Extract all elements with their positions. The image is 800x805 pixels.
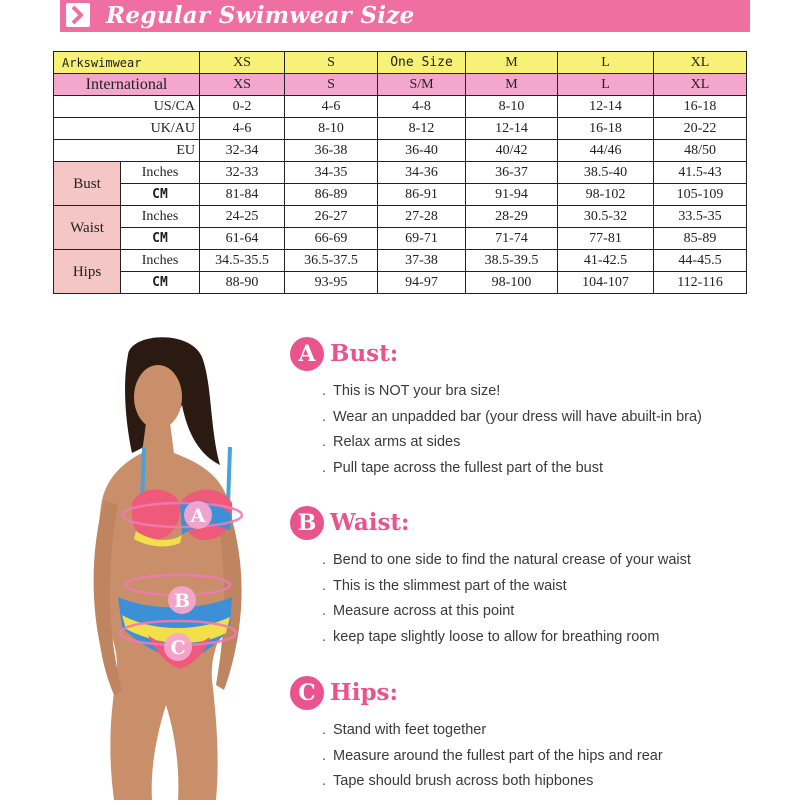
table-cell: 71-74 [466,228,558,250]
section-badge: A [290,337,324,371]
list-item: . Measure around the fullest part of the hips and rear [322,747,663,764]
instruction-list [322,718,750,795]
table-cell: 44-45.5 [654,250,747,272]
table-cell: 93-95 [285,272,378,294]
list-item: . keep tape slightly loose to allow for breathing room [322,628,660,645]
table-cell: 26-27 [285,206,378,228]
section-title: Bust: [330,340,399,367]
table-cell: 81-84 [200,184,285,206]
table-cell: 69-71 [378,228,466,250]
section-title: Hips: [330,679,398,706]
table-row [54,96,747,118]
list-item: . Relax arms at sides [322,434,461,450]
list-item: . Bend to one side to find the natural crease of your waist [322,552,691,568]
table-row [54,206,747,228]
table-cell: 30.5-32 [558,206,654,228]
table-cell: 34-35 [285,162,378,184]
title-banner [60,0,750,32]
table-cell: 16-18 [654,96,747,118]
table-row [54,118,747,140]
table-cell: 36-40 [378,140,466,162]
table-cell: 66-69 [285,228,378,250]
table-cell: 4-6 [200,118,285,140]
table-row [54,228,747,250]
unit-label: Inches [121,162,200,184]
bust-section [290,337,750,481]
table-cell: 32-33 [200,162,285,184]
table-cell: 98-102 [558,184,654,206]
table-cell: XL [654,74,747,96]
table-cell: 91-94 [466,184,558,206]
list-item: . Pull tape across the fullest part of the bust [322,459,604,476]
table-cell: 105-109 [654,184,747,206]
table-cell: 32-34 [200,140,285,162]
table-cell: 36.5-37.5 [285,250,378,272]
table-cell: 33.5-35 [654,206,747,228]
table-cell: 88-90 [200,272,285,294]
table-row [54,74,747,96]
row-label: US/CA [54,96,200,118]
marker-b [168,586,196,614]
table-cell: 38.5-39.5 [466,250,558,272]
chevron-right-icon [66,3,90,27]
size-chart-table [53,51,747,294]
table-cell: S/M [378,74,466,96]
list-item: . This is NOT your bra size! [322,383,501,399]
list-item: . Measure across at this point [322,603,515,619]
brand-cell: Arkswimwear [54,52,200,74]
list-item: . Wear an unpadded bar (your dress will have abuilt-in bra) [322,408,702,425]
table-cell: 28-29 [466,206,558,228]
table-cell: 12-14 [558,96,654,118]
list-item: . Tape should brush across both hipbones [322,773,594,789]
table-cell: 24-25 [200,206,285,228]
group-label-bust: Bust [54,162,121,206]
instruction-list [322,548,750,650]
table-cell: 0-2 [200,96,285,118]
table-cell: M [466,74,558,96]
unit-label: CM [121,184,200,206]
table-cell: 4-8 [378,96,466,118]
table-cell: 34.5-35.5 [200,250,285,272]
table-cell: 36-38 [285,140,378,162]
table-cell: 112-116 [654,272,747,294]
marker-c [164,633,192,661]
section-title: Waist: [330,509,410,536]
table-cell: 8-10 [466,96,558,118]
table-cell: 41-42.5 [558,250,654,272]
section-badge: B [290,506,324,540]
svg-text:A: A [190,505,206,527]
table-cell: 8-10 [285,118,378,140]
table-cell: 98-100 [466,272,558,294]
table-cell: 8-12 [378,118,466,140]
table-cell: 77-81 [558,228,654,250]
section-header [290,506,750,542]
table-cell: 41.5-43 [654,162,747,184]
table-cell: 36-37 [466,162,558,184]
unit-label: Inches [121,250,200,272]
hips-section [290,676,750,795]
group-label-waist: Waist [54,206,121,250]
table-cell: S [285,74,378,96]
table-cell: XS [200,74,285,96]
table-cell: 94-97 [378,272,466,294]
header-cell: XL [654,52,747,74]
table-row [54,140,747,162]
table-cell: 20-22 [654,118,747,140]
table-cell: 40/42 [466,140,558,162]
header-cell: One Size [378,52,466,74]
table-cell: 86-91 [378,184,466,206]
svg-text:C: C [170,637,186,659]
table-row [54,272,747,294]
table-row [54,162,747,184]
header-cell: S [285,52,378,74]
marker-a [184,501,212,529]
section-header [290,337,750,373]
header-cell: M [466,52,558,74]
table-cell: 85-89 [654,228,747,250]
instruction-list [322,379,750,481]
unit-label: CM [121,272,200,294]
table-cell: 4-6 [285,96,378,118]
section-badge: C [290,676,324,710]
table-row [54,250,747,272]
unit-label: Inches [121,206,200,228]
row-label: EU [54,140,200,162]
table-cell: 34-36 [378,162,466,184]
table-cell: 61-64 [200,228,285,250]
header-cell: XS [200,52,285,74]
table-row [54,184,747,206]
list-item: . This is the slimmest part of the waist [322,577,567,594]
waist-section [290,506,750,650]
table-cell: 44/46 [558,140,654,162]
table-cell: 12-14 [466,118,558,140]
table-cell: 86-89 [285,184,378,206]
table-cell: L [558,74,654,96]
row-label: UK/AU [54,118,200,140]
table-header-row [54,52,747,74]
model-figure [70,335,270,800]
table-cell: 104-107 [558,272,654,294]
page-title: Regular Swimwear Size [106,2,415,29]
list-item: . Stand with feet together [322,722,487,738]
header-cell: L [558,52,654,74]
svg-text:B: B [173,590,191,612]
table-cell: 37-38 [378,250,466,272]
table-cell: 48/50 [654,140,747,162]
group-label-hips: Hips [54,250,121,294]
row-label: International [54,74,200,96]
table-cell: 16-18 [558,118,654,140]
unit-label: CM [121,228,200,250]
table-cell: 38.5-40 [558,162,654,184]
table-cell: 27-28 [378,206,466,228]
section-header [290,676,750,712]
